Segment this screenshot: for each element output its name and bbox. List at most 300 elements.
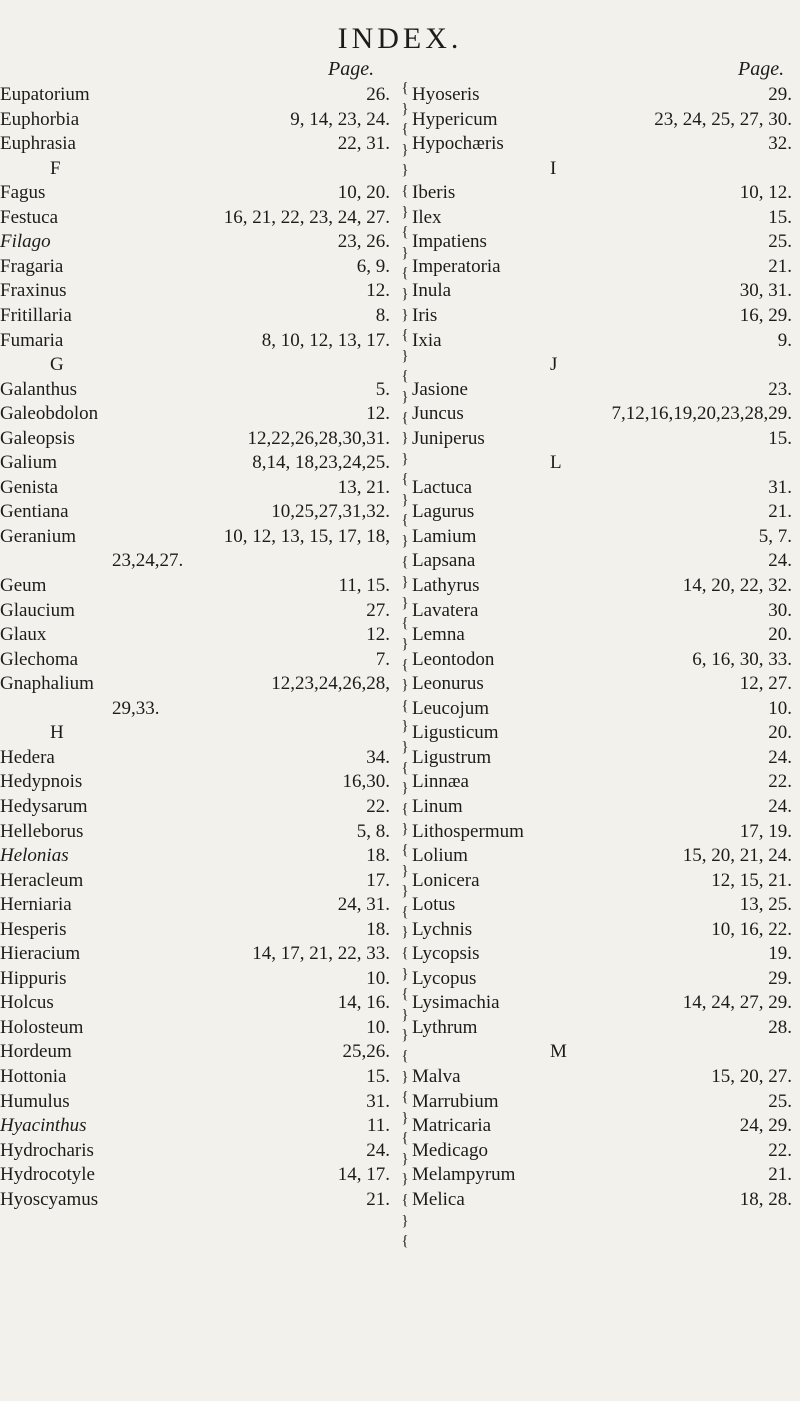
index-entry-fragaria	[0, 254, 390, 280]
brace-mark: }	[401, 574, 409, 591]
entry-pages: 19.	[768, 943, 792, 965]
brace-mark: }	[401, 1212, 409, 1229]
entry-name: Impatiens	[412, 231, 487, 253]
entry-pages: 14, 17, 21, 22, 33.	[252, 943, 390, 965]
index-entry-lavatera	[412, 598, 792, 624]
brace-mark: {	[401, 80, 409, 96]
index-entry-hyoscyamus	[0, 1187, 390, 1213]
entry-pages: 31.	[366, 1090, 390, 1112]
brace-mark: {	[401, 1047, 409, 1064]
index-entry-holcus	[0, 990, 390, 1016]
entry-pages: 24.	[768, 550, 792, 572]
entry-name: Geum	[0, 575, 47, 596]
index-entry-linn-a	[412, 769, 792, 795]
index-entry-filago	[0, 229, 390, 255]
index-entry-ilex	[412, 205, 792, 231]
entry-pages: 14, 24, 27, 29.	[682, 992, 792, 1014]
index-entry-holosteum	[0, 1015, 390, 1041]
entry-name: Galanthus	[0, 378, 78, 400]
entry-pages: 10, 16, 22.	[711, 918, 792, 940]
entry-pages: 21.	[768, 501, 792, 523]
entry-pages: 15, 20, 27.	[711, 1066, 792, 1087]
entry-pages: 16, 29.	[739, 304, 792, 326]
index-entry-glaucium	[0, 598, 390, 624]
index-entry-marrubium	[412, 1089, 792, 1115]
brace-mark: }	[401, 388, 409, 405]
entry-pages: 18, 28.	[739, 1188, 792, 1210]
index-entry-matricaria	[412, 1113, 792, 1139]
brace-mark: {	[401, 903, 409, 920]
index-entry-impatiens	[412, 229, 792, 255]
index-entry-hypoch-ris	[412, 131, 792, 157]
section-letter: M	[550, 1041, 567, 1063]
entry-name: Hyoseris	[412, 84, 480, 105]
entry-pages: 32.	[768, 133, 792, 155]
entry-name: Juncus	[412, 403, 464, 425]
entry-pages: 5, 8.	[356, 820, 390, 842]
entry-name: Galium	[0, 452, 57, 474]
entry-name: Lactuca	[412, 476, 473, 498]
section-letter: H	[50, 722, 64, 744]
brace-mark: {	[401, 800, 409, 817]
entry-name: Linum	[412, 795, 463, 817]
entry-pages: 6, 16, 30, 33.	[692, 648, 792, 670]
entry-pages: 24, 29.	[739, 1115, 792, 1137]
entry-pages: 27.	[366, 599, 390, 621]
brace-mark: {	[401, 841, 409, 858]
brace-divider	[398, 78, 412, 1258]
brace-mark: {	[401, 265, 409, 282]
brace-mark: {	[401, 182, 409, 199]
index-entry-lonicera	[412, 868, 792, 894]
brace-mark: }	[401, 141, 409, 158]
brace-mark: }	[401, 306, 409, 323]
section-letter: L	[550, 452, 562, 474]
entry-pages: 16,30.	[342, 771, 390, 793]
index-entry-hippuris	[0, 966, 390, 992]
entry-name: Hyoscyamus	[0, 1188, 99, 1210]
index-entry-glaux	[0, 622, 390, 648]
entry-pages: 24, 31.	[337, 894, 390, 916]
entry-pages: 20.	[768, 624, 792, 646]
entry-name: Holcus	[0, 992, 54, 1014]
entry-name: Inula	[412, 280, 452, 302]
brace-mark: {	[401, 759, 409, 776]
entry-pages: 24.	[768, 746, 792, 768]
entry-name: Gnaphalium	[0, 673, 94, 695]
entry-pages: 29,33.	[112, 697, 160, 719]
index-entry-melampyrum	[412, 1162, 792, 1188]
brace-mark: {	[401, 1192, 409, 1209]
brace-mark: }	[401, 862, 409, 879]
brace-mark: }	[401, 594, 409, 611]
entry-pages: 15.	[768, 206, 792, 228]
index-entry-galium	[0, 450, 390, 476]
entry-name: Hyacinthus	[0, 1115, 87, 1137]
entry-pages: 12,23,24,26,28,	[271, 673, 390, 695]
entry-pages: 30, 31.	[739, 280, 792, 302]
entry-name: Hydrocotyle	[0, 1164, 95, 1186]
entry-name: Hedysarum	[0, 795, 88, 817]
index-entry-galeobdolon	[0, 401, 390, 427]
index-entry-lysimachia	[412, 990, 792, 1016]
entry-pages: 9.	[777, 329, 792, 351]
index-entry-eupatorium	[0, 82, 390, 108]
entry-name: Geranium	[0, 525, 76, 547]
entry-pages: 10,25,27,31,32.	[271, 501, 390, 523]
entry-name: Lycopsis	[412, 943, 480, 965]
entry-name: Gentiana	[0, 501, 69, 523]
section-letter: F	[50, 157, 61, 179]
brace-mark: }	[401, 780, 409, 797]
brace-mark: {	[401, 944, 409, 961]
entry-name: Hieracium	[0, 943, 81, 965]
entry-name: Ixia	[412, 329, 442, 351]
brace-mark: }	[401, 533, 409, 550]
brace-mark: {	[401, 471, 409, 488]
entry-name: Jasione	[412, 378, 468, 400]
entry-name: Humulus	[0, 1090, 70, 1112]
brace-mark: {	[401, 986, 409, 1003]
index-entry-linum	[412, 794, 792, 820]
entry-pages: 12.	[366, 403, 390, 425]
entry-pages: 13, 25.	[739, 894, 792, 916]
entry-pages: 25,26.	[342, 1041, 390, 1063]
index-entry-humulus	[0, 1089, 390, 1115]
entry-pages: 31.	[768, 476, 792, 498]
entry-pages: 18.	[366, 845, 390, 867]
index-entry-lycopsis	[412, 941, 792, 967]
index-entry-hedysarum	[0, 794, 390, 820]
entry-name: Helonias	[0, 845, 69, 867]
brace-mark: {	[401, 553, 409, 570]
entry-pages: 26.	[366, 84, 390, 105]
entry-name: Medicago	[412, 1139, 488, 1161]
index-entry-hordeum	[0, 1039, 390, 1065]
entry-name: Fragaria	[0, 255, 64, 277]
index-entry-lemna	[412, 622, 792, 648]
index-entry-hyacinthus	[0, 1113, 390, 1139]
brace-mark: }	[401, 924, 409, 941]
entry-name: Hordeum	[0, 1041, 72, 1063]
entry-name: Hedera	[0, 746, 55, 768]
entry-pages: 21.	[768, 255, 792, 277]
index-entry-hypericum	[412, 107, 792, 133]
brace-mark: }	[401, 718, 409, 735]
brace-mark: }	[401, 430, 409, 447]
brace-mark: }	[401, 347, 409, 364]
entry-pages: 23, 24, 25, 27, 30.	[654, 108, 792, 130]
entry-name: Juniperus	[412, 427, 485, 449]
index-entry-glechoma	[0, 647, 390, 673]
entry-pages: 14, 16.	[337, 992, 390, 1014]
brace-mark: }	[401, 1006, 409, 1023]
entry-name: Lapsana	[412, 550, 476, 572]
entry-name: Fritillaria	[0, 304, 72, 326]
entry-name: Melampyrum	[412, 1164, 516, 1186]
entry-name: Hippuris	[0, 967, 67, 989]
brace-mark: {	[401, 327, 409, 344]
entry-pages: 8.	[375, 304, 390, 326]
index-entry-lathyrus	[412, 573, 792, 599]
entry-pages: 25.	[768, 231, 792, 253]
entry-pages: 15.	[366, 1066, 390, 1087]
entry-pages: 21.	[768, 1164, 792, 1186]
brace-mark: }	[401, 1068, 409, 1085]
brace-mark: }	[401, 162, 409, 179]
index-entry-hedypnois	[0, 769, 390, 795]
index-entry-heracleum	[0, 868, 390, 894]
brace-mark: }	[401, 821, 409, 838]
index-entry-festuca	[0, 205, 390, 231]
entry-name: Lythrum	[412, 1016, 478, 1038]
index-entry-hydrocharis	[0, 1138, 390, 1164]
index-entry-lythrum	[412, 1015, 792, 1041]
index-entry-lolium	[412, 843, 792, 869]
entry-pages: 12, 15, 21.	[711, 869, 792, 891]
index-entry-gentiana	[0, 499, 390, 525]
entry-pages: 10, 12, 13, 15, 17, 18,	[223, 525, 390, 547]
entry-name: Helleborus	[0, 820, 84, 842]
brace-mark: {	[401, 512, 409, 529]
entry-name: Glaucium	[0, 599, 75, 621]
entry-name: Glaux	[0, 624, 47, 646]
entry-name: Lycopus	[412, 967, 477, 989]
index-entry-hedera	[0, 745, 390, 771]
index-entry-ixia	[412, 328, 792, 354]
entry-pages: 5.	[375, 378, 390, 400]
brace-mark: }	[401, 244, 409, 261]
entry-pages: 9, 14, 23, 24.	[290, 108, 390, 130]
brace-mark: }	[401, 883, 409, 900]
entry-name: Hydrocharis	[0, 1139, 94, 1161]
entry-name: Filago	[0, 231, 51, 253]
entry-pages: 5, 7.	[758, 525, 792, 547]
index-entry-lapsana	[412, 548, 792, 574]
entry-pages: 13, 21.	[337, 476, 390, 498]
index-entry-hieracium	[0, 941, 390, 967]
index-entry-fumaria	[0, 328, 390, 354]
entry-pages: 30.	[768, 599, 792, 621]
brace-mark: {	[401, 1130, 409, 1147]
index-entry-continuation	[0, 548, 390, 574]
brace-mark: }	[401, 1109, 409, 1126]
entry-name: Galeopsis	[0, 427, 75, 449]
entry-name: Lagurus	[412, 501, 475, 523]
index-entry-leonurus	[412, 671, 792, 697]
brace-mark: {	[401, 615, 409, 632]
entry-name: Lonicera	[412, 869, 480, 891]
entry-pages: 8,14, 18,23,24,25.	[252, 452, 390, 474]
index-entry-fraxinus	[0, 278, 390, 304]
index-entry-lithospermum	[412, 819, 792, 845]
index-entry-ligustrum	[412, 745, 792, 771]
brace-mark: }	[401, 677, 409, 694]
index-entry-lychnis	[412, 917, 792, 943]
right-page-header: Page.	[738, 58, 785, 80]
brace-mark: }	[401, 739, 409, 755]
entry-name: Lithospermum	[412, 820, 524, 842]
entry-pages: 16, 21, 22, 23, 24, 27.	[223, 206, 390, 228]
entry-name: Lolium	[412, 845, 468, 867]
entry-name: Hypochæris	[412, 133, 504, 155]
index-entry-continuation	[0, 696, 390, 722]
entry-pages: 8, 10, 12, 13, 17.	[261, 329, 390, 351]
entry-pages: 7.	[375, 648, 390, 670]
index-entry-juniperus	[412, 426, 792, 452]
index-entry-ligusticum	[412, 720, 792, 746]
index-entry-helleborus	[0, 819, 390, 845]
entry-pages: 22.	[768, 771, 792, 793]
entry-name: Festuca	[0, 206, 59, 228]
entry-pages: 22.	[768, 1139, 792, 1161]
entry-pages: 10, 12.	[739, 182, 792, 204]
brace-mark: }	[401, 1027, 409, 1044]
entry-pages: 24.	[366, 1139, 390, 1161]
entry-name: Melica	[412, 1188, 465, 1210]
entry-pages: 29.	[768, 84, 792, 105]
index-entry-galeopsis	[0, 426, 390, 452]
entry-name: Holosteum	[0, 1016, 84, 1038]
brace-mark: {	[401, 368, 409, 385]
index-entry-hottonia	[0, 1064, 390, 1090]
entry-name: Imperatoria	[412, 255, 501, 277]
entry-name: Linnæa	[412, 771, 469, 793]
entry-name: Marrubium	[412, 1090, 499, 1112]
brace-mark: }	[401, 285, 409, 302]
entry-pages: 22.	[366, 795, 390, 817]
entry-name: Lotus	[412, 894, 456, 916]
index-entry-leucojum	[412, 696, 792, 722]
entry-pages: 10, 20.	[337, 182, 390, 204]
section-letter: J	[550, 354, 558, 376]
entry-pages: 11.	[366, 1115, 390, 1137]
brace-mark: }	[401, 203, 409, 220]
index-entry-lamium	[412, 524, 792, 550]
index-entry-imperatoria	[412, 254, 792, 280]
entry-pages: 29.	[768, 967, 792, 989]
index-entry-hyoseris	[412, 82, 792, 108]
entry-name: Genista	[0, 476, 59, 498]
entry-pages: 28.	[768, 1016, 792, 1038]
entry-name: Fagus	[0, 182, 46, 204]
entry-name: Leontodon	[412, 648, 495, 670]
index-entry-euphrasia	[0, 131, 390, 157]
index-entry-gnaphalium	[0, 671, 390, 697]
entry-pages: 12, 27.	[739, 673, 792, 695]
entry-pages: 18.	[366, 918, 390, 940]
brace-mark: {	[401, 656, 409, 673]
index-entry-lycopus	[412, 966, 792, 992]
index-entry-jasione	[412, 377, 792, 403]
entry-pages: 23,24,27.	[112, 550, 184, 572]
brace-mark: {	[401, 1233, 409, 1250]
entry-name: Euphrasia	[0, 133, 76, 155]
entry-name: Glechoma	[0, 648, 79, 670]
brace-mark: }	[401, 965, 409, 982]
index-entry-euphorbia	[0, 107, 390, 133]
entry-pages: 17.	[366, 869, 390, 891]
entry-pages: 23.	[768, 378, 792, 400]
entry-pages: 21.	[366, 1188, 390, 1210]
entry-name: Leonurus	[412, 673, 484, 695]
entry-name: Leucojum	[412, 697, 490, 719]
index-entry-leontodon	[412, 647, 792, 673]
index-entry-galanthus	[0, 377, 390, 403]
index-entry-helonias	[0, 843, 390, 869]
brace-mark: }	[401, 100, 409, 117]
entry-name: Lathyrus	[412, 575, 480, 596]
entry-name: Euphorbia	[0, 108, 80, 130]
entry-pages: 34.	[366, 746, 390, 768]
entry-name: Fraxinus	[0, 280, 67, 302]
index-entry-inula	[412, 278, 792, 304]
entry-name: Hypericum	[412, 108, 498, 130]
entry-name: Malva	[412, 1066, 461, 1087]
entry-name: Lavatera	[412, 599, 479, 621]
section-letter: I	[550, 157, 557, 179]
index-entry-medicago	[412, 1138, 792, 1164]
entry-name: Lychnis	[412, 918, 473, 940]
entry-pages: 10.	[768, 697, 792, 719]
index-entry-malva	[412, 1064, 792, 1090]
brace-mark: {	[401, 409, 409, 426]
entry-name: Lemna	[412, 624, 465, 646]
brace-mark: {	[401, 1089, 409, 1106]
brace-mark: }	[401, 636, 409, 653]
entry-name: Lamium	[412, 525, 477, 547]
entry-name: Hesperis	[0, 918, 67, 940]
entry-name: Iberis	[412, 182, 456, 204]
entry-pages: 6, 9.	[356, 255, 390, 277]
entry-name: Lysimachia	[412, 992, 500, 1014]
index-entry-geranium	[0, 524, 390, 550]
index-entry-hesperis	[0, 917, 390, 943]
index-entry-lagurus	[412, 499, 792, 525]
entry-pages: 12,22,26,28,30,31.	[247, 427, 390, 449]
brace-mark: }	[401, 491, 409, 508]
section-letter: G	[50, 354, 64, 376]
entry-name: Hedypnois	[0, 771, 83, 793]
entry-name: Fumaria	[0, 329, 64, 351]
entry-name: Ligustrum	[412, 746, 492, 768]
index-entry-geum	[0, 573, 390, 599]
index-entry-hydrocotyle	[0, 1162, 390, 1188]
entry-pages: 20.	[768, 722, 792, 744]
entry-pages: 24.	[768, 795, 792, 817]
index-entry-iberis	[412, 180, 792, 206]
brace-mark: }	[401, 450, 409, 467]
page-title: INDEX.	[337, 22, 463, 55]
index-entry-iris	[412, 303, 792, 329]
entry-name: Eupatorium	[0, 84, 90, 105]
entry-pages: 10.	[366, 967, 390, 989]
index-entry-melica	[412, 1187, 792, 1213]
entry-name: Iris	[412, 304, 438, 326]
entry-name: Matricaria	[412, 1115, 492, 1137]
entry-pages: 14, 17.	[337, 1164, 390, 1186]
entry-pages: 7,12,16,19,20,23,28,29.	[611, 403, 792, 425]
entry-pages: 23, 26.	[337, 231, 390, 253]
entry-pages: 11, 15.	[338, 575, 390, 596]
entry-name: Heracleum	[0, 869, 84, 891]
left-page-header: Page.	[328, 58, 375, 80]
entry-pages: 25.	[768, 1090, 792, 1112]
index-entry-herniaria	[0, 892, 390, 918]
brace-mark: {	[401, 697, 409, 714]
index-entry-juncus	[412, 401, 792, 427]
brace-mark: }	[401, 1150, 409, 1167]
